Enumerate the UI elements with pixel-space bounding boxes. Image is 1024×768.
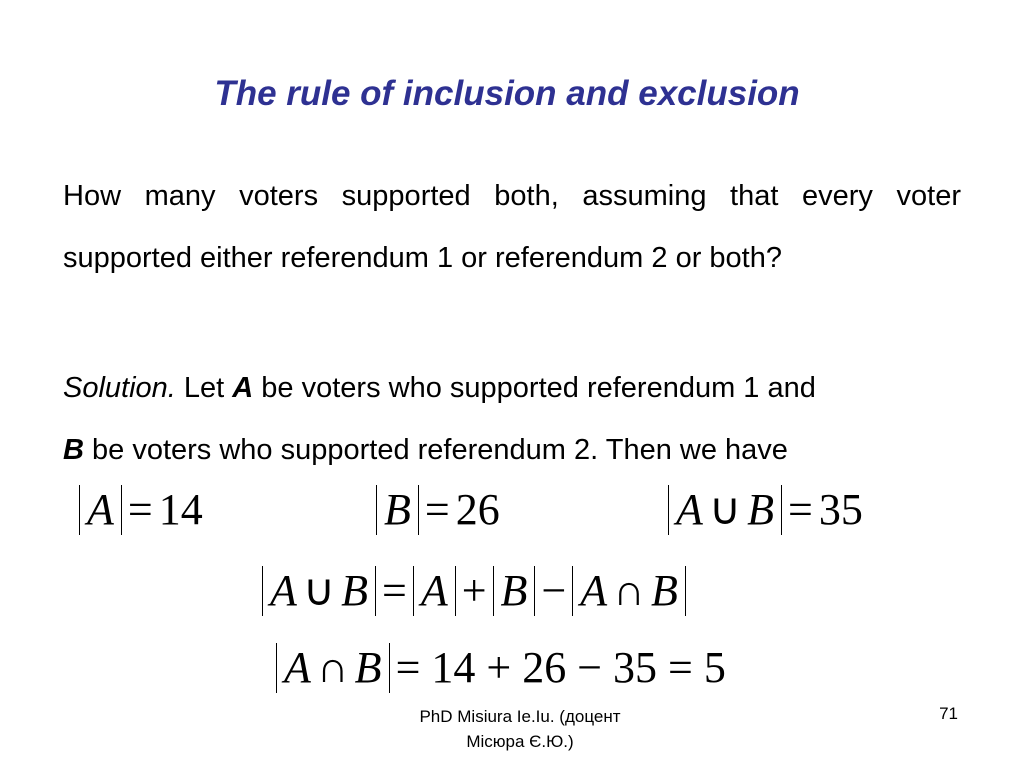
formula-card-a [79, 484, 203, 536]
set-symbol: B [341, 566, 368, 615]
abs-bars [572, 566, 686, 616]
equals-sign: = [382, 566, 407, 615]
equals-sign: = [788, 485, 813, 534]
formula-value: 26 [455, 485, 500, 534]
plus-sign: + [461, 566, 487, 615]
solution-part-2: be voters who supported referendum 1 and [253, 372, 816, 404]
footer-line-1: PhD Misiura Ie.Iu. (доцент [419, 707, 621, 726]
equals-sign: = [127, 485, 153, 534]
abs-bars [79, 485, 122, 535]
footer-line-2: Місюра Є.Ю.) [466, 732, 574, 751]
set-symbol: B [747, 485, 774, 534]
footer-author [375, 704, 665, 754]
intersection-symbol: ∩ [316, 643, 349, 692]
slide-title: The rule of inclusion and exclusion [214, 74, 800, 113]
formula-card-b [376, 484, 500, 536]
abs-bars [376, 485, 419, 535]
result-formula [276, 642, 726, 694]
set-symbol: A [580, 566, 608, 615]
set-symbol: B [384, 485, 411, 534]
question-text: How many voters supported both, assuming that every voter supported either referendum 1 or referendum 2 or both? [63, 180, 961, 274]
abs-bars [276, 643, 390, 693]
abs-bars [413, 566, 456, 616]
inclusion-exclusion-formula [262, 565, 686, 617]
variable-b: B [63, 434, 84, 466]
solution-part-3: be voters who supported referendum 2. Then we have [83, 434, 788, 466]
set-symbol: A [270, 566, 297, 615]
minus-sign: − [541, 566, 567, 615]
solution-label: Solution. [63, 372, 176, 404]
equals-sign: = [424, 485, 450, 534]
formula-value: 14 [158, 485, 203, 534]
intersection-symbol: ∩ [613, 566, 645, 615]
set-symbol: A [284, 643, 311, 692]
page-number: 71 [939, 704, 958, 723]
union-symbol: ∪ [302, 566, 336, 615]
variable-a: A [232, 372, 254, 404]
set-symbol: B [650, 566, 678, 615]
set-symbol: B [354, 643, 382, 692]
solution-text [63, 357, 961, 481]
set-symbol: A [420, 566, 448, 615]
abs-bars [668, 485, 782, 535]
result-expression: = 14 + 26 − 35 = 5 [395, 643, 726, 692]
abs-bars [262, 566, 376, 616]
union-symbol: ∪ [708, 485, 742, 534]
formula-value: 35 [818, 485, 863, 534]
set-symbol: A [87, 485, 114, 534]
set-symbol: A [676, 485, 703, 534]
set-symbol: B [500, 566, 528, 615]
solution-part-1: Let [175, 372, 233, 404]
abs-bars [493, 566, 536, 616]
formula-card-union [668, 484, 863, 536]
